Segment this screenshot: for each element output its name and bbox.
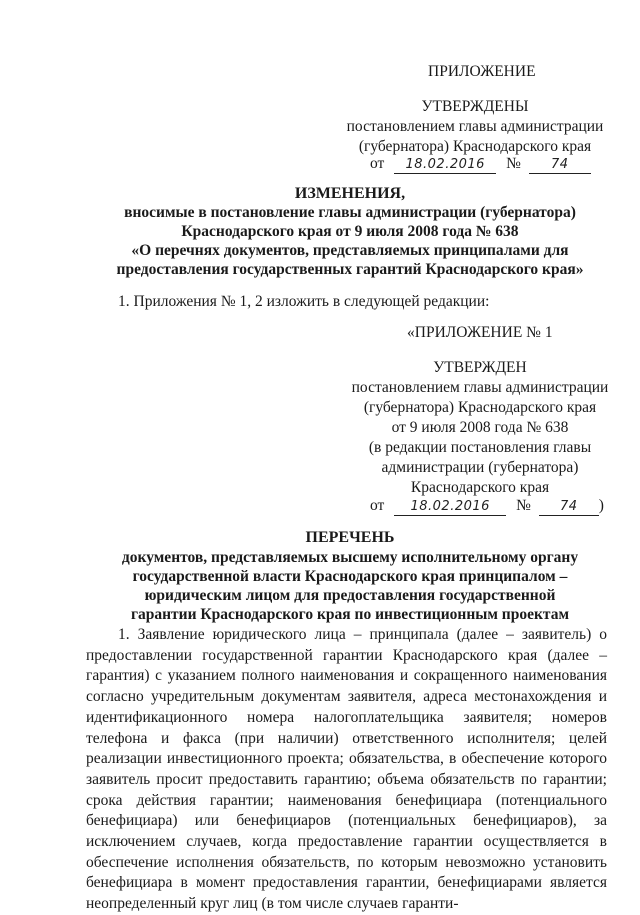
annex-line-5: администрации (губернатора) — [381, 459, 579, 476]
body-paragraph-1: 1. Заявление юридического лица – принципала (далее – заявитель) о предоставлении государственной гарантии Краснодарского края (далее – гарантия) с указанием полного наименования и сокращенного наименования согласно учредительным документам заявителя, адреса местонахождения и идентификационного номера налогоплательщика заявителя; номеров телефона и факса (при наличии) ответственного исполнителя; целей реализации инвестиционного проекта; обязательства, в обеспечение которого заявитель просит предоставить гарантию; объема обязательств по гарантии; срока действия гарантии; наименования бенефициара (потенциального бенефициара) или бенефициаров (потенциальных бенефициаров), за исключением случаев, когда предоставление гарантии осуществляется в обеспечение исполнения обязательств, по которым невозможно установить бенефициара в момент предоставления гарантии, бенефициарами является неопределенный круг лиц (в том числе случаев гаранти- — [86, 626, 607, 913]
changes-heading: ИЗМЕНЕНИЯ, — [294, 185, 406, 202]
changes-title-line-3: «О перечнях документов, представляемых принципалами для — [131, 242, 569, 259]
annex-close-paren: ) — [598, 497, 604, 514]
approved-label: УТВЕРЖДЕНЫ — [421, 98, 529, 115]
list-heading: ПЕРЕЧЕНЬ — [305, 529, 395, 546]
annex-line-2: (губернатора) Краснодарского края — [363, 399, 597, 416]
changes-title-line-4: предоставления государственных гарантий Краснодарского края» — [116, 261, 584, 278]
annex-appendix-label: «ПРИЛОЖЕНИЕ № 1 — [407, 324, 553, 341]
item-1-text: 1. Приложения № 1, 2 изложить в следующей редакции: — [118, 293, 490, 310]
annex-line-6: Краснодарского края — [410, 479, 550, 496]
changes-title-line-1: вносимые в постановление главы администрации (губернатора) — [124, 204, 576, 221]
approval-line-2: (губернатора) Краснодарского края — [358, 138, 592, 155]
list-title-line-3: юридическим лицом для предоставления государственной — [144, 587, 556, 604]
number-prefix: № — [506, 155, 521, 172]
handwritten-number: 74 — [529, 157, 591, 174]
approval-line-1: постановлением главы администрации — [346, 118, 604, 135]
annex-handwritten-number: 74 — [539, 499, 599, 516]
date-prefix: от — [370, 155, 385, 172]
annex-line-1: постановлением главы администрации — [351, 379, 609, 396]
annex-number-prefix: № — [516, 497, 531, 514]
approval-date-row — [370, 154, 591, 174]
body-section — [86, 625, 607, 915]
annex-approved-label: УТВЕРЖДЕН — [433, 359, 527, 376]
changes-title-line-2: Краснодарского края от 9 июля 2008 года № 638 — [181, 223, 519, 240]
handwritten-date: 18.02.2016 — [394, 157, 496, 174]
list-title-line-1: документов, представляемых высшему исполнительному органу — [121, 549, 579, 566]
annex-date-row — [370, 496, 604, 516]
appendix-label: ПРИЛОЖЕНИЕ — [428, 63, 536, 80]
list-title-line-2: государственной власти Краснодарского края принципалом – — [132, 568, 568, 585]
annex-line-3: от 9 июля 2008 года № 638 — [391, 419, 569, 436]
annex-handwritten-date: 18.02.2016 — [394, 499, 506, 516]
annex-date-prefix: от — [370, 497, 385, 514]
list-title-line-4: гарантии Краснодарского края по инвестиционным проектам — [130, 606, 570, 623]
annex-line-4: (в редакции постановления главы — [368, 439, 592, 456]
